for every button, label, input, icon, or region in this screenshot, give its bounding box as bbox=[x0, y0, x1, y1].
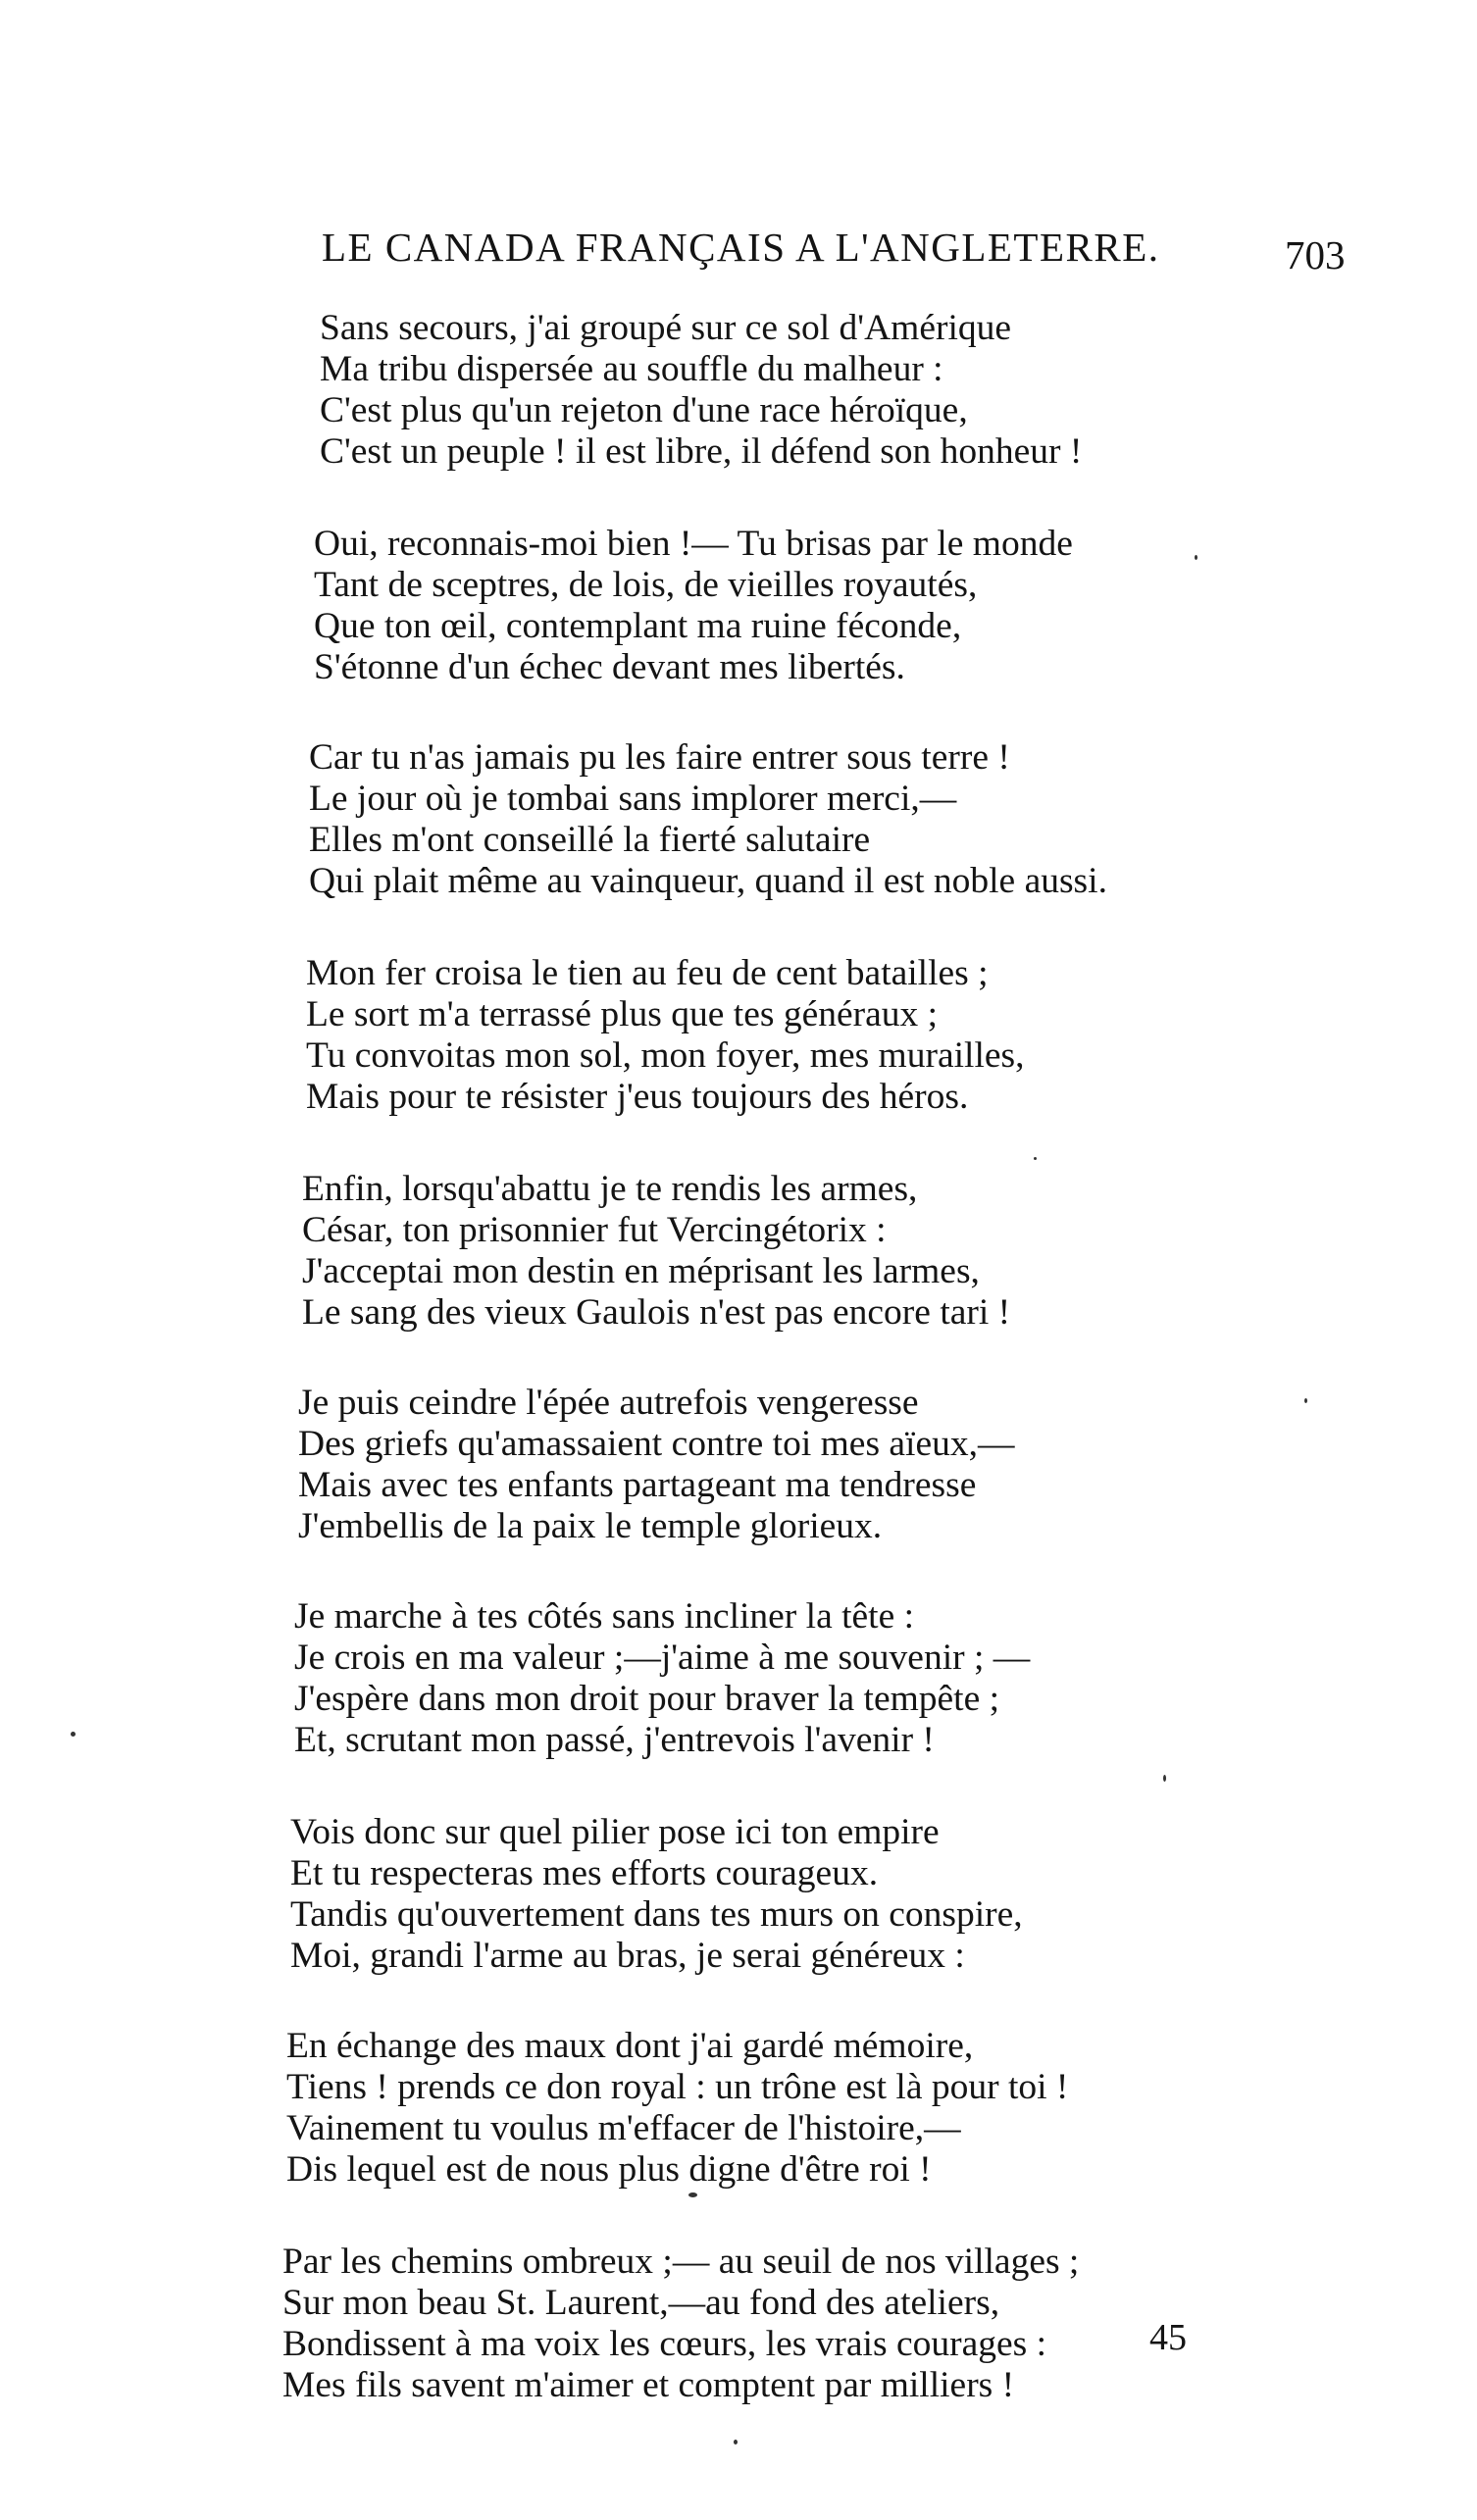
verse-line: S'étonne d'un échec devant mes libertés. bbox=[314, 647, 905, 687]
verse-line: Dis lequel est de nous plus digne d'être roi ! bbox=[286, 2149, 932, 2190]
print-speck bbox=[1304, 1398, 1307, 1403]
verse-line: Oui, reconnais-moi bien !— Tu brisas par le monde bbox=[314, 524, 1073, 564]
stanza bbox=[286, 2026, 1169, 2191]
verse-line: Elles m'ont conseillé la fierté salutaire bbox=[309, 820, 871, 860]
print-speck bbox=[71, 1732, 76, 1737]
verse-line: J'acceptai mon destin en méprisant les larmes, bbox=[302, 1251, 980, 1291]
verse-line: Des griefs qu'amassaient contre toi mes aïeux,— bbox=[298, 1424, 1015, 1464]
verse-line: Bondissent à ma voix les cœurs, les vrais courages : bbox=[282, 2324, 1047, 2364]
verse-line: Le jour où je tombai sans implorer merci,— bbox=[309, 779, 957, 819]
verse-line: J'embellis de la paix le temple glorieux. bbox=[298, 1506, 883, 1546]
verse-line: Moi, grandi l'arme au bras, je serai généreux : bbox=[290, 1936, 965, 1976]
verse-line: Je puis ceindre l'épée autrefois vengeresse bbox=[298, 1383, 919, 1423]
verse-line: Mais pour te résister j'eus toujours des héros. bbox=[306, 1077, 969, 1117]
verse-line: Tiens ! prends ce don royal : un trône est là pour toi ! bbox=[286, 2067, 1069, 2107]
verse-line: Je crois en ma valeur ;—j'aime à me souvenir ; — bbox=[294, 1638, 1031, 1678]
verse-line: Qui plait même au vainqueur, quand il est noble aussi. bbox=[309, 861, 1107, 901]
verse-line: C'est plus qu'un rejeton d'une race héroïque, bbox=[320, 390, 968, 430]
verse-line: Vois donc sur quel pilier pose ici ton empire bbox=[290, 1812, 940, 1852]
verse-line: C'est un peuple ! il est libre, il défend son honheur ! bbox=[320, 431, 1083, 472]
verse-line: Par les chemins ombreux ;— au seuil de nos villages ; bbox=[282, 2242, 1080, 2282]
page-number: 703 bbox=[1285, 232, 1346, 277]
verse-line: Je marche à tes côtés sans incliner la tête : bbox=[294, 1596, 915, 1637]
stanza bbox=[302, 1169, 1185, 1334]
stanza bbox=[320, 308, 1202, 473]
verse-line: Le sort m'a terrassé plus que tes généraux ; bbox=[306, 994, 939, 1034]
verse-line: Tandis qu'ouvertement dans tes murs on conspire, bbox=[290, 1894, 1023, 1935]
stanza bbox=[290, 1812, 1173, 1977]
print-speck bbox=[1034, 1157, 1037, 1160]
verse-line: Ma tribu dispersée au souffle du malheur : bbox=[320, 349, 943, 389]
verse-line: César, ton prisonnier fut Vercingétorix : bbox=[302, 1210, 887, 1250]
verse-line: Vainement tu voulus m'effacer de l'histoire,— bbox=[286, 2108, 961, 2148]
verse-line: Tu convoitas mon sol, mon foyer, mes murailles, bbox=[306, 1035, 1025, 1076]
stanza bbox=[309, 737, 1192, 902]
print-speck bbox=[1163, 1775, 1166, 1782]
print-speck bbox=[1195, 555, 1197, 560]
verse-line: Que ton œil, contemplant ma ruine féconde, bbox=[314, 606, 962, 646]
verse-line: Mais avec tes enfants partageant ma tendresse bbox=[298, 1465, 977, 1505]
print-speck bbox=[734, 2440, 738, 2444]
verse-line: Tant de sceptres, de lois, de vieilles royautés, bbox=[314, 565, 978, 605]
verse-line: Enfin, lorsqu'abattu je te rendis les armes, bbox=[302, 1169, 918, 1209]
verse-line: Et, scrutant mon passé, j'entrevois l'avenir ! bbox=[294, 1720, 935, 1760]
verse-line: Sans secours, j'ai groupé sur ce sol d'Amérique bbox=[320, 308, 1012, 348]
verse-line: Mes fils savent m'aimer et comptent par milliers ! bbox=[282, 2365, 1015, 2405]
stanza bbox=[298, 1383, 1181, 1547]
signature-mark: 45 bbox=[1149, 2317, 1187, 2358]
stanza bbox=[294, 1596, 1177, 1761]
stanza bbox=[314, 524, 1197, 688]
verse-line: Le sang des vieux Gaulois n'est pas encore tari ! bbox=[302, 1292, 1011, 1333]
verse-line: Sur mon beau St. Laurent,—au fond des ateliers, bbox=[282, 2283, 1000, 2323]
verse-line: Car tu n'as jamais pu les faire entrer sous terre ! bbox=[309, 737, 1010, 778]
verse-line: Mon fer croisa le tien au feu de cent batailles ; bbox=[306, 953, 989, 993]
running-title: LE CANADA FRANÇAIS A L'ANGLETERRE. bbox=[322, 225, 1160, 270]
stanza bbox=[306, 953, 1189, 1118]
verse-line: En échange des maux dont j'ai gardé mémoire, bbox=[286, 2026, 974, 2066]
print-speck bbox=[688, 2192, 697, 2197]
verse-line: J'espère dans mon droit pour braver la tempête ; bbox=[294, 1679, 1000, 1719]
stanza bbox=[282, 2242, 1165, 2406]
verse-line: Et tu respecteras mes efforts courageux. bbox=[290, 1853, 879, 1893]
